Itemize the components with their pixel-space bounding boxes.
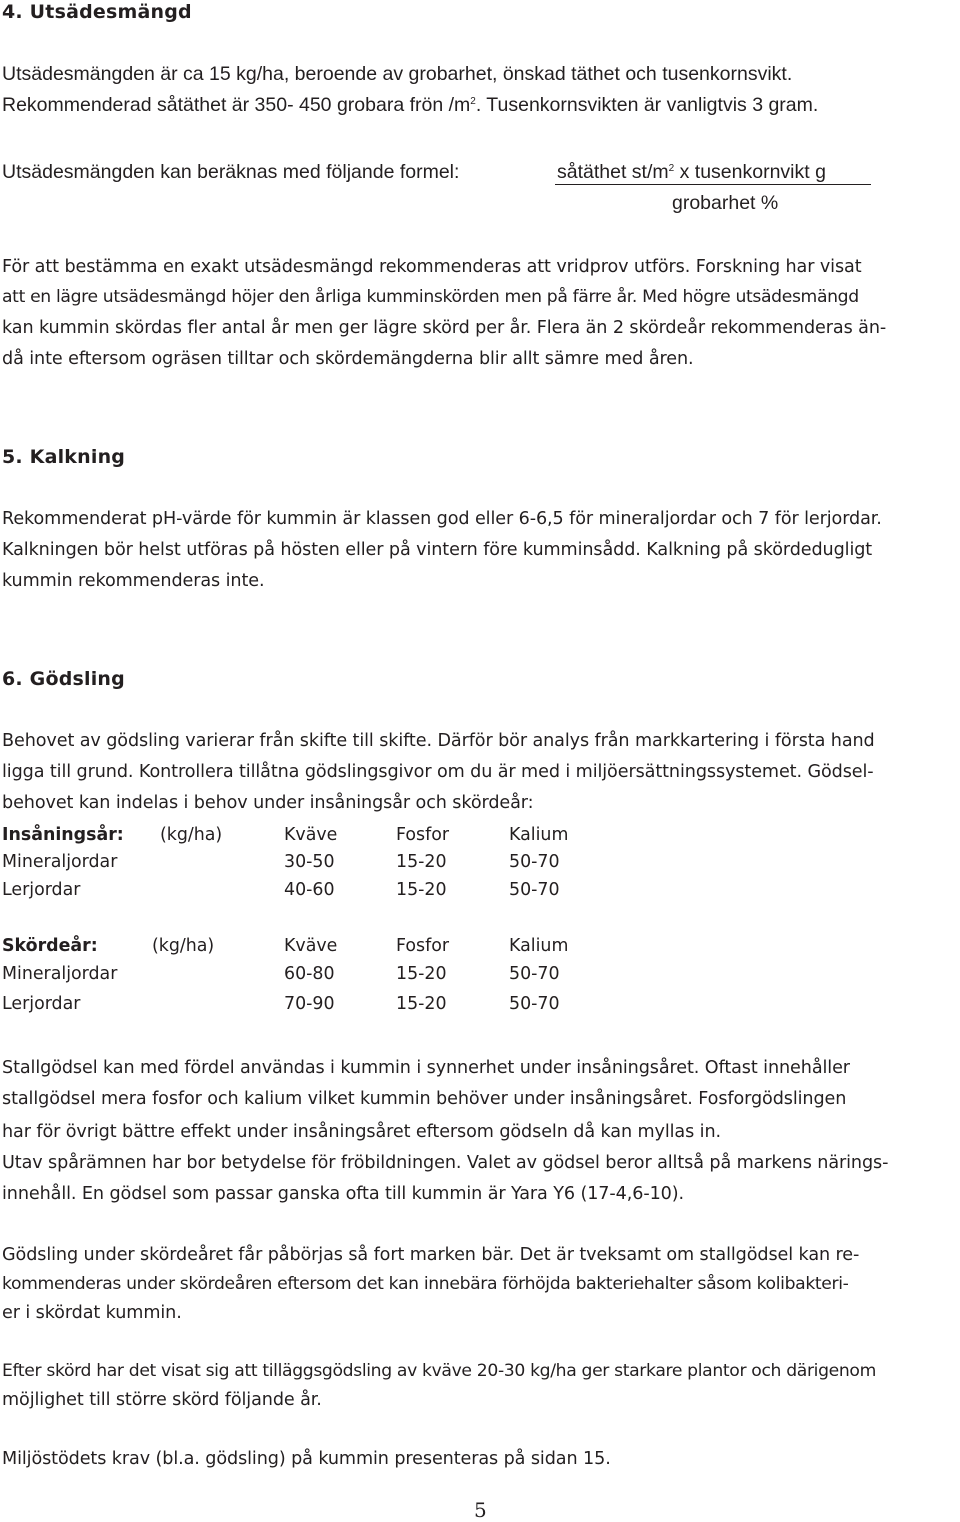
table-header-cell: Kväve [284,936,338,956]
table-header-cell: Kväve [284,825,338,845]
table-cell: 30-50 [284,852,335,872]
table-cell: 15-20 [396,852,447,872]
section-6-heading: 6. Gödsling [2,668,125,690]
section-4-p2-line: då inte eftersom ogräsen tilltar och skördemängderna blir allt sämre med åren. [2,349,694,369]
formula-label: Utsädesmängden kan beräknas med följande formel: [2,161,460,183]
table-cell: 50-70 [509,852,560,872]
section-4-p2-line: att en lägre utsädesmängd höjer den årliga kumminskörden men på färre år. Med högre utsädesmängd [2,287,859,307]
section-4-heading: 4. Utsädesmängd [2,1,192,23]
section-5-heading: 5. Kalkning [2,446,126,468]
skordear-line: kommenderas under skördeåren eftersom det kan innebära förhöjda bakteriehalter såsom kolibakteri- [2,1274,849,1294]
table-cell: Mineraljordar [2,964,118,984]
section-4-p2-line: kan kummin skördas fler antal år men ger lägre skörd per år. Flera än 2 skördeår rekommenderas än- [2,318,887,338]
table-cell: 15-20 [396,994,447,1014]
skordear-line: Gödsling under skördeåret får påbörjas så fort marken bär. Det är tveksamt om stallgödsel kan re- [2,1245,860,1265]
skordear-line: er i skördat kummin. [2,1303,182,1323]
miljostod-line: Miljöstödets krav (bl.a. gödsling) på kummin presenteras på sidan 15. [2,1449,611,1469]
section-6-intro-line: ligga till grund. Kontrollera tillåtna gödslingsgivor om du är med i miljöersättningssystemet. Gödsel- [2,762,874,782]
page-number: 5 [474,1498,487,1522]
table-header-cell: Insåningsår: [2,825,124,845]
section-5-line: Rekommenderat pH-värde för kummin är klassen god eller 6-6,5 för mineraljordar och 7 för lerjordar. [2,509,882,529]
section-6-intro-line: behovet kan indelas i behov under insåningsår och skördeår: [2,793,534,813]
table-cell: Lerjordar [2,880,81,900]
table-header-cell: (kg/ha) [160,825,223,845]
table-header-cell: Fosfor [396,936,449,956]
section-4-paragraph-line-2: Rekommenderad såtäthet är 350- 450 grobara frön $/m^2$. Tusenkornsvikten är vanligtvis 3 gram. [2,94,819,116]
stallgodsel-line: Stallgödsel kan med fördel användas i kummin i synnerhet under insåningsåret. Oftast innehåller [2,1058,850,1078]
table-header-cell: Kalium [509,825,569,845]
table-cell: 50-70 [509,880,560,900]
table-cell: 15-20 [396,964,447,984]
table-cell: Lerjordar [2,994,81,1014]
stallgodsel-line: stallgödsel mera fosfor och kalium vilket kummin behöver under insåningsåret. Fosforgödslingen [2,1089,847,1109]
table-cell: 50-70 [509,964,560,984]
formula-denominator: grobarhet % [672,192,779,214]
stallgodsel-line: innehåll. En gödsel som passar ganska ofta till kummin är Yara Y6 (17-4,6-10). [2,1184,685,1204]
efter-skord-line: möjlighet till större skörd följande år. [2,1390,322,1410]
formula-fraction-line [555,184,871,185]
section-5-line: Kalkningen bör helst utföras på hösten eller på vintern före kumminsådd. Kalkning på skördedugligt [2,540,873,560]
section-4-p2-line: För att bestämma en exakt utsädesmängd rekommenderas att vridprov utförs. Forskning har visat [2,257,862,277]
stallgodsel-line: har för övrigt bättre effekt under insåningsåret eftersom gödseln då kan myllas in. [2,1122,721,1142]
stallgodsel-line: Utav spårämnen har bor betydelse för fröbildningen. Valet av gödsel beror alltså på markens närings- [2,1153,889,1173]
table-cell: 60-80 [284,964,335,984]
formula-numerator: såtäthet $st/m^2$ x tusenkornvikt g [557,161,826,183]
table-header-cell: Kalium [509,936,569,956]
table-header-cell: Fosfor [396,825,449,845]
table-header-cell: Skördeår: [2,936,98,956]
table-cell: Mineraljordar [2,852,118,872]
section-5-line: kummin rekommenderas inte. [2,571,265,591]
efter-skord-line: Efter skörd har det visat sig att tilläggsgödsling av kväve 20-30 kg/ha ger starkare plantor och därigenom [2,1361,876,1381]
section-4-paragraph-line-1: Utsädesmängden är ca 15 kg/ha, beroende av grobarhet, önskad täthet och tusenkornsvikt. [2,63,793,85]
table-cell: 50-70 [509,994,560,1014]
table-cell: 15-20 [396,880,447,900]
table-cell: 40-60 [284,880,335,900]
table-header-cell: (kg/ha) [152,936,215,956]
table-cell: 70-90 [284,994,335,1014]
section-6-intro-line: Behovet av gödsling varierar från skifte till skifte. Därför bör analys från markkartering i första hand [2,731,875,751]
